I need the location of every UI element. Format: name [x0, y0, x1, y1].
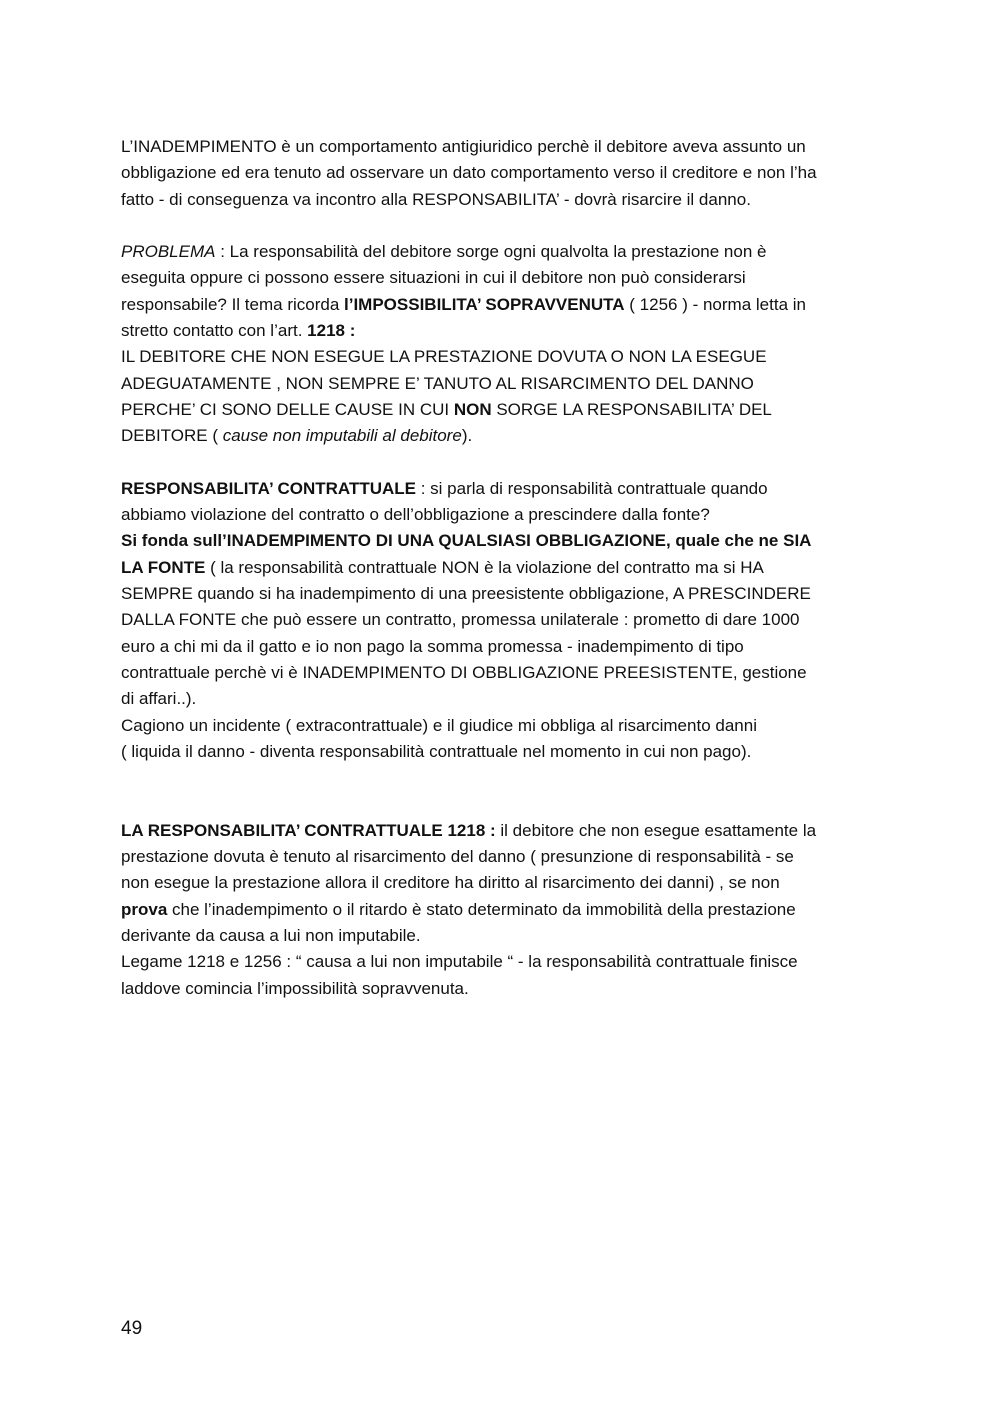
text-line	[121, 423, 891, 449]
text-line: fatto - di conseguenza va incontro alla RESPONSABILITA’ - dovrà risarcire il danno.	[121, 189, 751, 209]
text-line: ADEGUATAMENTE , NON SEMPRE E’ TANUTO AL RISARCIMENTO DEL DANNO	[121, 373, 754, 393]
text-line: IL DEBITORE CHE NON ESEGUE LA PRESTAZIONE DOVUTA O NON LA ESEGUE	[121, 347, 767, 367]
bold-impossibilita: l’IMPOSSIBILITA’ SOPRAVVENUTA	[344, 294, 625, 314]
text-line	[121, 476, 891, 502]
bold-prova: prova	[121, 899, 168, 919]
text-line	[121, 239, 891, 265]
text-span: il debitore che non esegue esattamente la	[495, 820, 817, 840]
paragraph-1218	[121, 818, 891, 1002]
text-span: DEBITORE (	[121, 426, 223, 446]
page-body	[121, 134, 891, 1002]
text-line	[121, 555, 891, 581]
text-line: non esegue la prestazione allora il creditore ha diritto al risarcimento dei danni) , se non	[121, 873, 780, 893]
text-span: : si parla di responsabilità contrattuale quando	[416, 478, 768, 498]
text-line: L’INADEMPIMENTO è un comportamento antigiuridico perchè il debitore aveva assunto un	[121, 137, 806, 156]
text-line	[121, 818, 891, 844]
text-line: DALLA FONTE che può essere un contratto, promessa unilaterale : prometto di dare 1000	[121, 610, 800, 630]
text-span: ( la responsabilità contrattuale NON è la violazione del contratto ma si HA	[205, 557, 764, 577]
text-line	[121, 318, 891, 344]
text-line: Cagiono un incidente ( extracontrattuale) e il giudice mi obbliga al risarcimento danni	[121, 715, 757, 735]
text-line	[121, 292, 891, 318]
problema-label: PROBLEMA	[121, 242, 216, 262]
text-span: che l’inadempimento o il ritardo è stato determinato da immobilità della prestazione	[167, 899, 796, 919]
paragraph-responsabilita-contrattuale	[121, 476, 891, 765]
text-line: contrattuale perchè vi è INADEMPIMENTO DI OBBLIGAZIONE PREESISTENTE, gestione	[121, 662, 807, 682]
text-span: ).	[461, 426, 473, 446]
text-span: responsabile? Il tema ricorda	[121, 294, 345, 314]
paragraph-spacer	[121, 213, 891, 239]
paragraph-spacer	[121, 765, 891, 818]
text-span: stretto contatto con l’art.	[121, 321, 308, 341]
text-span: ( 1256 ) - norma letta in	[624, 294, 806, 314]
text-line: prestazione dovuta è tenuto al risarcimento del danno ( presunzione di responsabilità - se	[121, 847, 794, 867]
italic-cause: cause non imputabili al debitore	[222, 426, 462, 446]
text-line: SEMPRE quando si ha inadempimento di una preesistente obbligazione, A PRESCINDERE	[121, 584, 811, 604]
bold-heading: RESPONSABILITA’ CONTRATTUALE	[121, 478, 416, 498]
text-line: laddove comincia l’impossibilità sopravvenuta.	[121, 978, 469, 998]
bold-article-1218: 1218 :	[307, 321, 356, 341]
text-line	[121, 897, 891, 923]
paragraph-problema	[121, 239, 891, 449]
bold-si-fonda: Si fonda sull’INADEMPIMENTO DI UNA QUALSIASI OBBLIGAZIONE, quale che ne SIA	[121, 531, 812, 551]
text-line: obbligazione ed era tenuto ad osservare un dato comportamento verso il creditore e non l’ha	[121, 163, 817, 183]
text-line: abbiamo violazione del contratto o dell’obbligazione a prescindere dalla fonte?	[121, 505, 710, 525]
text-line	[121, 528, 891, 554]
paragraph-inadempimento	[121, 134, 891, 213]
bold-heading-1218: LA RESPONSABILITA’ CONTRATTUALE 1218 :	[121, 820, 496, 840]
text-line: derivante da causa a lui non imputabile.	[121, 925, 421, 945]
bold-non: NON	[453, 399, 492, 419]
page-number: 49	[121, 1318, 143, 1339]
text-span: PERCHE’ CI SONO DELLE CAUSE IN CUI	[121, 399, 454, 419]
text-line: di affari..).	[121, 689, 197, 709]
text-line: ( liquida il danno - diventa responsabilità contrattuale nel momento in cui non pago).	[121, 741, 752, 761]
text-span: SORGE LA RESPONSABILITA’ DEL	[491, 399, 772, 419]
text-span: : La responsabilità del debitore sorge ogni qualvolta la prestazione non è	[215, 242, 767, 262]
paragraph-spacer	[121, 450, 891, 476]
text-line	[121, 397, 891, 423]
text-line: Legame 1218 e 1256 : “ causa a lui non imputabile “ - la responsabilità contrattuale finisce	[121, 952, 798, 972]
text-line: euro a chi mi da il gatto e io non pago la somma promessa - inadempimento di tipo	[121, 636, 744, 656]
bold-la-fonte: LA FONTE	[121, 557, 206, 577]
text-line: eseguita oppure ci possono essere situazioni in cui il debitore non può considerarsi	[121, 268, 746, 288]
